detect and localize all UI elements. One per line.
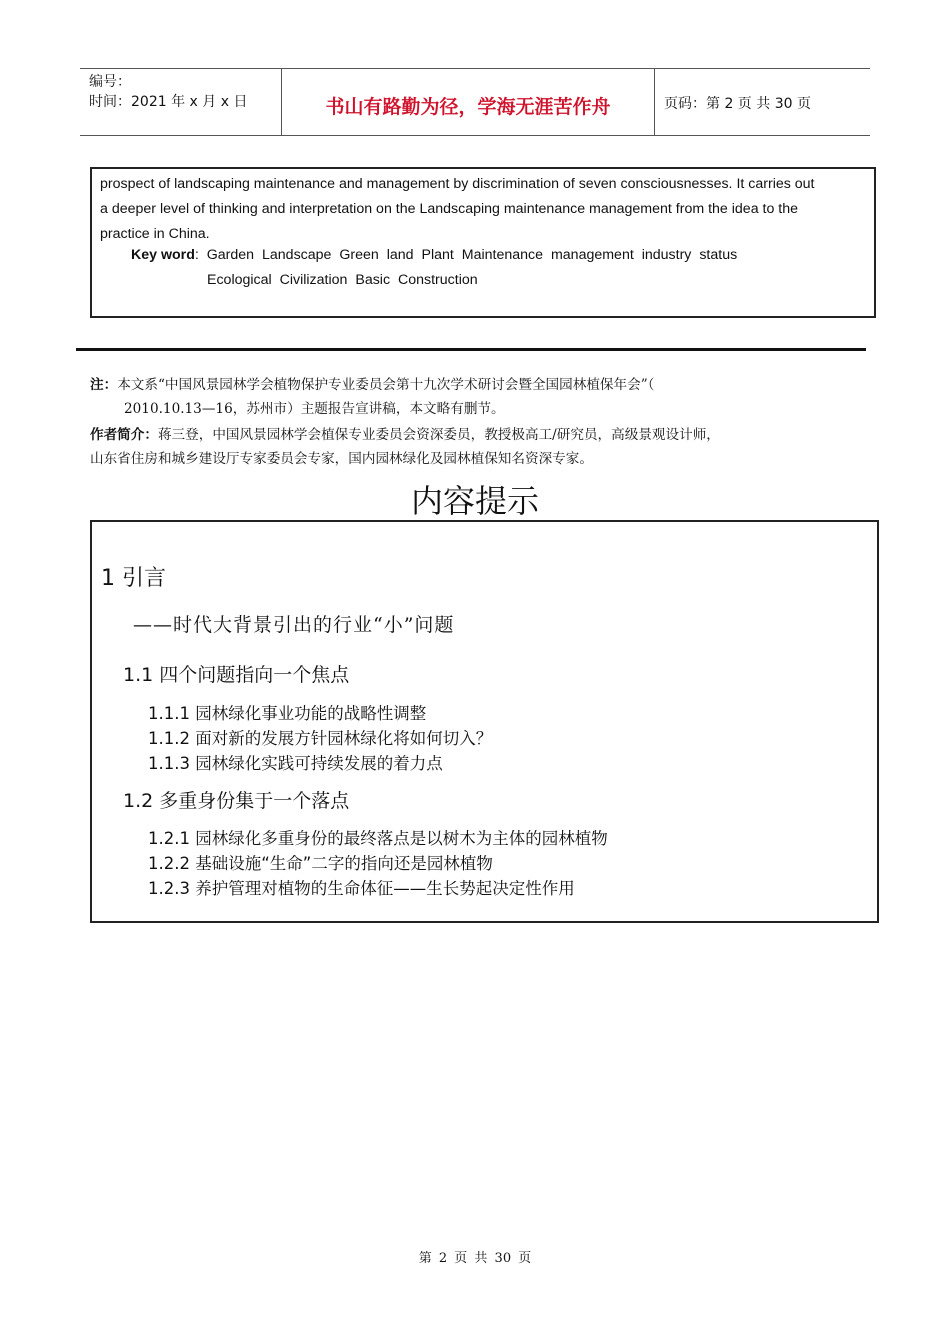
note-label: 注： bbox=[90, 377, 118, 393]
abstract-text bbox=[100, 172, 870, 247]
note-line-2: 2010.10.13—16，苏州市）主题报告宣讲稿，本文略有删节。 bbox=[124, 401, 505, 417]
note-line bbox=[90, 373, 654, 397]
header-bottom-rule bbox=[80, 135, 870, 136]
toc-item: 1.2.3 养护管理对植物的生命体征——生长势起决定性作用 bbox=[148, 879, 575, 898]
toc-title: 内容提示 bbox=[410, 482, 539, 520]
header-top-rule bbox=[80, 68, 870, 69]
toc-section-1-1: 1.1 四个问题指向一个焦点 bbox=[123, 664, 350, 686]
abstract-line: prospect of landscaping maintenance and management by discrimination of seven consciousnesses. It carries out bbox=[100, 176, 815, 192]
abstract-line: a deeper level of thinking and interpretation on the Landscaping maintenance management from the idea to the bbox=[100, 201, 799, 217]
header-motto: 书山有路勤为径，学海无涯苦作舟 bbox=[325, 96, 611, 118]
toc-item: 1.1.1 园林绿化事业功能的战略性调整 bbox=[148, 704, 427, 723]
header-info bbox=[89, 72, 247, 112]
author-label: 作者简介： bbox=[90, 427, 158, 443]
toc-item: 1.2.1 园林绿化多重身份的最终落点是以树木为主体的园林植物 bbox=[148, 829, 608, 848]
author-line-2: 山东省住房和城乡建设厅专家委员会专家，国内园林绿化及园林植保知名资深专家。 bbox=[90, 451, 593, 467]
keyword-label: Key word bbox=[131, 247, 195, 263]
note-text: 本文系“中国风景园林学会植物保护专业委员会第十九次学术研讨会暨全国园林植保年会”（ bbox=[117, 377, 655, 393]
time-label: 时间：2021 年 x 月 x 日 bbox=[89, 94, 248, 110]
author-line bbox=[90, 423, 720, 447]
author-text: 蒋三登，中国风景园林学会植保专业委员会资深委员，教授极高工/研究员，高级景观设计师， bbox=[157, 427, 720, 443]
toc-section-1-2: 1.2 多重身份集于一个落点 bbox=[123, 790, 350, 812]
keywords-line bbox=[131, 247, 737, 263]
footer-page-number: 第 2 页 共 30 页 bbox=[418, 1251, 532, 1266]
toc-item: 1.1.2 面对新的发展方针园林绿化将如何切入？ bbox=[148, 729, 493, 748]
header-page-label: 页码：第 2 页 共 30 页 bbox=[664, 96, 811, 112]
toc-section-1-subtitle: ——时代大背景引出的行业“小”问题 bbox=[133, 614, 455, 636]
serial-label: 编号： bbox=[89, 74, 131, 90]
toc-item: 1.1.3 园林绿化实践可持续发展的着力点 bbox=[148, 754, 443, 773]
keywords: : Garden Landscape Green land Plant Maintenance management industry status bbox=[194, 247, 738, 263]
header-divider-right bbox=[654, 68, 655, 136]
abstract-line: practice in China. bbox=[100, 226, 210, 242]
toc-section-1: 1 引言 bbox=[101, 566, 166, 591]
toc-item: 1.2.2 基础设施“生命”二字的指向还是园林植物 bbox=[148, 854, 493, 873]
separator-rule bbox=[76, 348, 866, 351]
keywords-line-2: Ecological Civilization Basic Construction bbox=[207, 272, 478, 288]
